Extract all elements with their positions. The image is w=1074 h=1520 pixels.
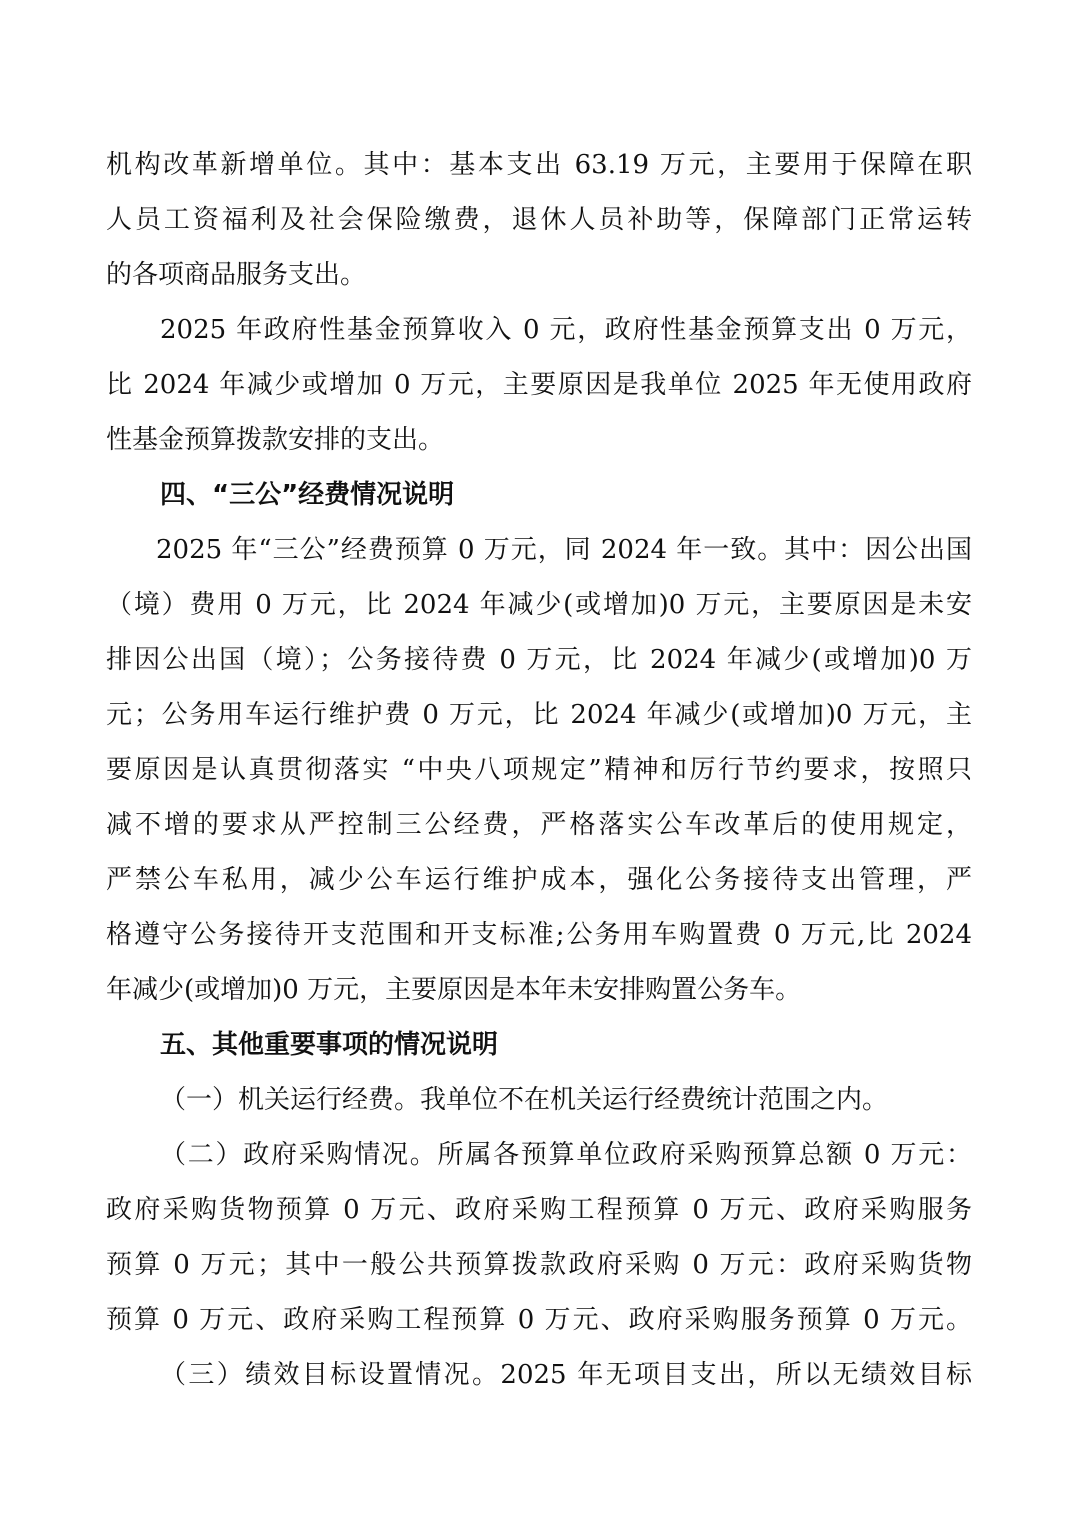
paragraph-line: （一）机关运行经费。我单位不在机关运行经费统计范围之内。	[160, 1085, 889, 1115]
paragraph-line: （三）绩效目标设置情况。2025 年无项目支出，所以无绩效目标	[160, 1360, 972, 1390]
paragraph-line: 格遵守公务接待开支范围和开支标准;公务用车购置费 0 万元,比 2024	[106, 920, 972, 950]
paragraph-line: 比 2024 年减少或增加 0 万元，主要原因是我单位 2025 年无使用政府	[106, 370, 972, 400]
paragraph-line: 要原因是认真贯彻落实 “中央八项规定”精神和厉行节约要求，按照只	[106, 755, 972, 785]
section-heading: 四、“三公”经费情况说明	[160, 480, 455, 510]
paragraph-line: 减不增的要求从严控制三公经费，严格落实公车改革后的使用规定，	[106, 810, 972, 840]
paragraph-line: 的各项商品服务支出。	[106, 260, 367, 290]
paragraph-line: 政府采购货物预算 0 万元、政府采购工程预算 0 万元、政府采购服务	[106, 1195, 972, 1225]
paragraph-line: 严禁公车私用，减少公车运行维护成本，强化公务接待支出管理，严	[106, 865, 972, 895]
paragraph-line: 排因公出国（境）；公务接待费 0 万元，比 2024 年减少(或增加)0 万	[106, 645, 972, 675]
section-heading: 五、其他重要事项的情况说明	[160, 1030, 499, 1060]
paragraph-line: 预算 0 万元；其中一般公共预算拨款政府采购 0 万元：政府采购货物	[106, 1250, 972, 1280]
paragraph-line: 人员工资福利及社会保险缴费，退休人员补助等，保障部门正常运转	[106, 205, 972, 235]
paragraph-line: （境）费用 0 万元，比 2024 年减少(或增加)0 万元，主要原因是未安	[106, 590, 972, 620]
paragraph-line: 2025 年政府性基金预算收入 0 元，政府性基金预算支出 0 万元，	[160, 315, 972, 345]
paragraph-line: 机构改革新增单位。其中：基本支出 63.19 万元，主要用于保障在职	[106, 150, 972, 180]
paragraph-line: （二）政府采购情况。所属各预算单位政府采购预算总额 0 万元：	[160, 1140, 972, 1170]
paragraph-line: 2025 年“三公”经费预算 0 万元，同 2024 年一致。其中：因公出国	[156, 535, 972, 565]
paragraph-line: 元；公务用车运行维护费 0 万元，比 2024 年减少(或增加)0 万元，主	[106, 700, 972, 730]
paragraph-line: 年减少(或增加)0 万元，主要原因是本年未安排购置公务车。	[106, 975, 802, 1005]
paragraph-line: 性基金预算拨款安排的支出。	[106, 425, 445, 455]
paragraph-line: 预算 0 万元、政府采购工程预算 0 万元、政府采购服务预算 0 万元。	[106, 1305, 972, 1335]
